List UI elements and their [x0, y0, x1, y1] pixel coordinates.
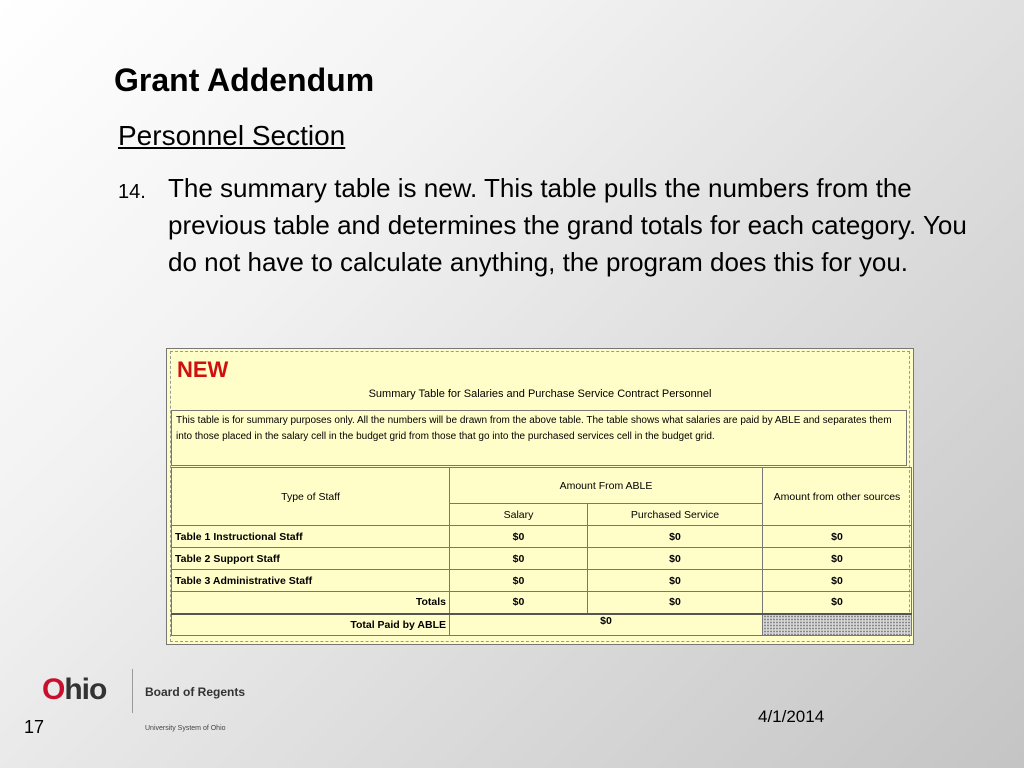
table-row	[172, 548, 912, 570]
header-type-of-staff: Type of Staff	[172, 468, 450, 526]
other-cell: $0	[763, 526, 912, 548]
total-paid-label: Total Paid by ABLE	[172, 614, 450, 636]
summary-table-title: Summary Table for Salaries and Purchase Service Contract Personnel	[368, 388, 712, 400]
table-row	[172, 570, 912, 592]
header-purchased-service: Purchased Service	[588, 504, 763, 526]
totals-other: $0	[763, 592, 912, 614]
other-cell: $0	[763, 548, 912, 570]
item-number: 14.	[118, 181, 146, 203]
shaded-cell	[763, 614, 912, 636]
ohio-board-of-regents-logo	[42, 673, 272, 738]
totals-purchased: $0	[588, 592, 763, 614]
salary-cell: $0	[450, 570, 588, 592]
purchased-cell: $0	[588, 570, 763, 592]
purchased-cell: $0	[588, 548, 763, 570]
summary-table-screenshot	[166, 348, 914, 645]
new-badge: NEW	[177, 357, 229, 382]
header-salary: Salary	[450, 504, 588, 526]
purchased-cell: $0	[588, 526, 763, 548]
slide-title: Grant Addendum	[114, 62, 375, 98]
total-paid-value: $0	[450, 614, 763, 636]
totals-row	[172, 592, 912, 614]
table-row	[172, 526, 912, 548]
row-label: Table 3 Administrative Staff	[172, 570, 450, 592]
item-text: The summary table is new. This table pulls the numbers from the previous table and determines the grand totals for each category. You do not have to calculate anything, the program does this for you.	[168, 173, 967, 277]
section-subtitle: Personnel Section	[118, 120, 346, 151]
summary-note: This table is for summary purposes only. All the numbers will be drawn from the above table. The table shows what salaries are paid by ABLE and separates them into those placed in the salary cell in the budget grid from those that go into the purchased services cell in the budget grid.	[171, 410, 907, 466]
board-of-regents-text: Board of Regents	[145, 685, 246, 699]
slide-number: 17	[24, 717, 45, 737]
logo-divider	[132, 669, 133, 713]
totals-label: Totals	[172, 592, 450, 614]
salary-cell: $0	[450, 526, 588, 548]
ohio-wordmark: Ohio	[42, 673, 107, 706]
other-cell: $0	[763, 570, 912, 592]
summary-table	[171, 467, 912, 636]
university-system-text: University System of Ohio	[145, 725, 226, 732]
total-paid-row	[172, 614, 912, 636]
header-amount-from-other: Amount from other sources	[763, 468, 912, 526]
slide-date: 4/1/2014	[758, 707, 825, 726]
totals-salary: $0	[450, 592, 588, 614]
row-label: Table 1 Instructional Staff	[172, 526, 450, 548]
row-label: Table 2 Support Staff	[172, 548, 450, 570]
header-amount-from-able: Amount From ABLE	[450, 468, 763, 504]
salary-cell: $0	[450, 548, 588, 570]
